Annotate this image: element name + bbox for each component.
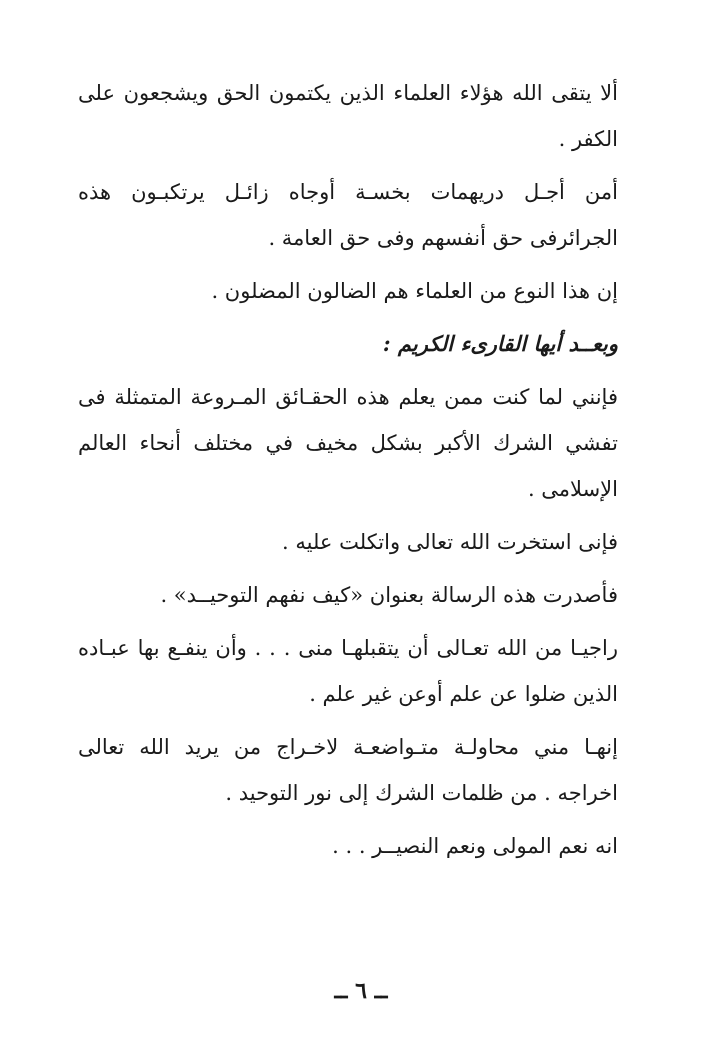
paragraph-5: فإنني لما كنت ممن يعلم هذه الحقـائق المـروعة المتمثلة فى تفشي الشرك الأكبر بشكل مخيف في مختلف أنحاء العالم الإسلامى . bbox=[78, 385, 618, 501]
paragraph-3: إن هذا النوع من العلماء هم الضالون المضلون . bbox=[211, 279, 618, 303]
paragraph-8: راجيـا من الله تعـالى أن يتقبلهـا منى . . . وأن ينفـع بها عبـاده الذين ضلوا عن علم أوعن غير علم . bbox=[78, 636, 618, 706]
paragraph-2: أمن أجـل دريهمات بخسـة أوجاه زائـل يرتكبـون هذه الجرائرفى حق أنفسهم وفى حق العامة . bbox=[78, 180, 618, 250]
paragraph-9: إنهـا مني محاولـة متـواضعـة لاخـراج من يريد الله تعالى اخراجه . من ظلمات الشرك إلى نور التوحيد . bbox=[78, 735, 618, 805]
page-number: ــ ٦ ــ bbox=[334, 978, 388, 1004]
page-body bbox=[78, 70, 618, 876]
section-heading: وبعــد أيها القارىء الكريم : bbox=[382, 331, 618, 356]
paragraph-1: ألا يتقى الله هؤلاء العلماء الذين يكتمون الحق ويشجعون على الكفر . bbox=[78, 81, 618, 151]
paragraph-6: فإنى استخرت الله تعالى واتكلت عليه . bbox=[282, 530, 618, 554]
paragraph-10: انه نعم المولى ونعم النصيــر . . . bbox=[332, 834, 618, 858]
paragraph-7: فأصدرت هذه الرسالة بعنوان «كيف نفهم التوحيــد» . bbox=[160, 583, 618, 607]
